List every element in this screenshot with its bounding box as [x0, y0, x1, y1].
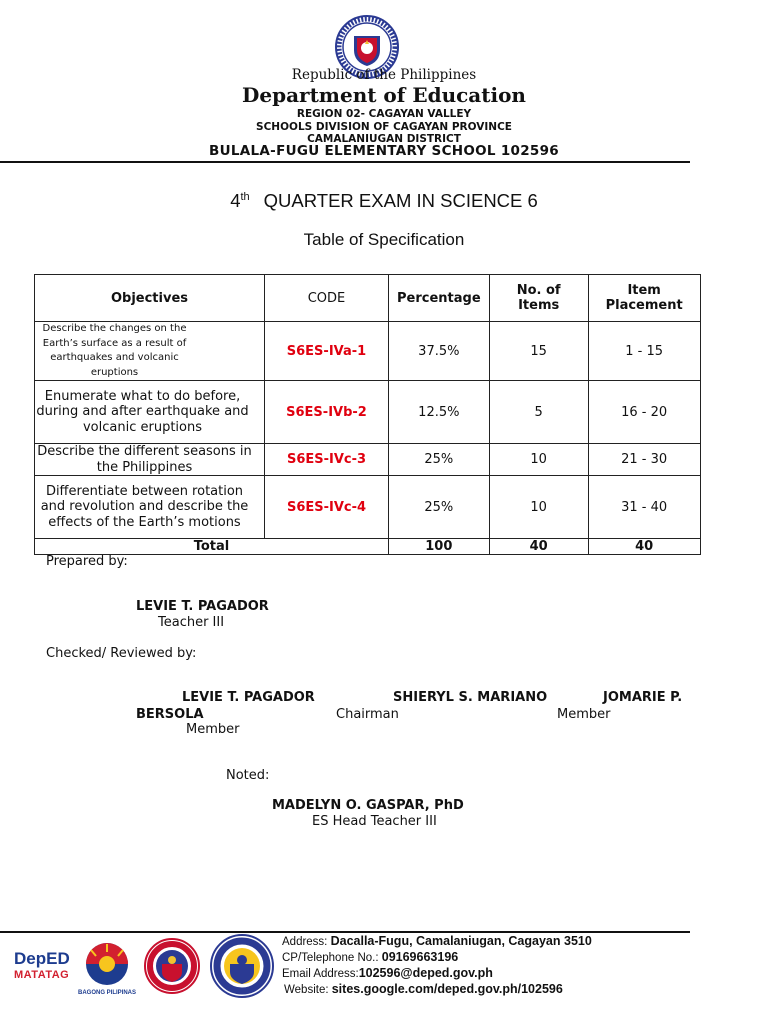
deped-matatag-logo: DepED MATATAG — [14, 949, 70, 981]
reviewer3-name-cont: BERSOLA — [136, 707, 204, 722]
percentage-cell: 12.5% — [389, 381, 490, 444]
items-cell: 5 — [489, 381, 588, 444]
objective-cell: Enumerate what to do before, during and after earthquake and volcanic eruptions — [35, 381, 265, 444]
percentage-cell: 25% — [389, 444, 490, 476]
code-cell: S6ES-IVc-4 — [265, 476, 389, 539]
items-cell: 10 — [489, 444, 588, 476]
noted-name: MADELYN O. GASPAR, PhD — [272, 798, 464, 813]
region-line: REGION 02- CAGAYAN VALLEY — [296, 108, 472, 120]
objective-cell: Describe the changes on the Earth’s surface as a result of earthquakes and volcanic eruptions — [35, 322, 265, 381]
checked-by-label: Checked/ Reviewed by: — [46, 646, 197, 661]
footer-address: Address: Dacalla-Fugu, Camalaniugan, Cagayan 3510 — [282, 934, 592, 948]
code-cell: S6ES-IVc-3 — [265, 444, 389, 476]
bagong-pilipinas-logo — [76, 940, 138, 996]
items-cell: 10 — [489, 476, 588, 539]
header-objectives: Objectives — [35, 275, 265, 322]
total-placement: 40 — [588, 539, 700, 555]
table-row — [35, 476, 701, 539]
code-cell: S6ES-IVb-2 — [265, 381, 389, 444]
reviewer3-role: Member — [557, 707, 611, 722]
table-row — [35, 444, 701, 476]
items-cell: 15 — [489, 322, 588, 381]
header-percentage: Percentage — [389, 275, 490, 322]
header-placement: Item Placement — [588, 275, 700, 322]
total-percentage: 100 — [389, 539, 490, 555]
reviewer1-name: LEVIE T. PAGADOR — [182, 690, 315, 705]
footer-phone: CP/Telephone No.: 09169663196 — [282, 950, 459, 964]
division-seal-logo — [144, 938, 200, 994]
percentage-cell: 37.5% — [389, 322, 490, 381]
footer-email: Email Address:102596@deped.gov.ph — [282, 966, 493, 980]
reviewer2-role: Chairman — [336, 707, 399, 722]
reviewer1-role: Member — [186, 722, 240, 737]
objective-cell: Differentiate between rotation and revolution and describe the effects of the Earth’s motions — [35, 476, 265, 539]
school-seal-logo — [206, 934, 278, 998]
footer-website: Website: sites.google.com/deped.gov.ph/102596 — [284, 982, 563, 996]
footer-divider — [0, 931, 690, 933]
total-row — [35, 539, 701, 555]
header-divider — [0, 161, 690, 163]
header-items: No. of Items — [489, 275, 588, 322]
division-line: SCHOOLS DIVISION OF CAGAYAN PROVINCE — [256, 120, 512, 133]
noted-label: Noted: — [226, 768, 270, 783]
placement-cell: 16 - 20 — [588, 381, 700, 444]
placement-cell: 1 - 15 — [588, 322, 700, 381]
table-header-row — [35, 275, 701, 322]
table-row — [35, 381, 701, 444]
code-cell: S6ES-IVa-1 — [265, 322, 389, 381]
prepared-name: LEVIE T. PAGADOR — [136, 599, 269, 614]
department-name: Department of Education — [242, 83, 526, 107]
svg-text:BAGONG PILIPINAS: BAGONG PILIPINAS — [77, 990, 137, 996]
percentage-cell: 25% — [389, 476, 490, 539]
table-subtitle: Table of Specification — [303, 230, 465, 249]
school-name: BULALA-FUGU ELEMENTARY SCHOOL 102596 — [209, 143, 559, 159]
specification-table — [34, 274, 701, 555]
total-label: Total — [35, 539, 389, 555]
prepared-by-label: Prepared by: — [46, 554, 128, 569]
reviewer2-name: SHIERYL S. MARIANO — [393, 690, 548, 705]
total-items: 40 — [489, 539, 588, 555]
placement-cell: 21 - 30 — [588, 444, 700, 476]
noted-title: ES Head Teacher III — [312, 814, 437, 829]
reviewer3-name: JOMARIE P. — [603, 690, 683, 705]
objective-cell: Describe the different seasons in the Philippines — [35, 444, 265, 476]
header-code: CODE — [265, 275, 389, 322]
district-line: CAMALANIUGAN DISTRICT — [307, 133, 461, 145]
republic-line: Republic of the Philippines — [291, 67, 477, 83]
exam-title: 4th QUARTER EXAM IN SCIENCE 6 — [230, 190, 538, 211]
placement-cell: 31 - 40 — [588, 476, 700, 539]
prepared-title: Teacher III — [158, 615, 225, 630]
table-row — [35, 322, 701, 381]
